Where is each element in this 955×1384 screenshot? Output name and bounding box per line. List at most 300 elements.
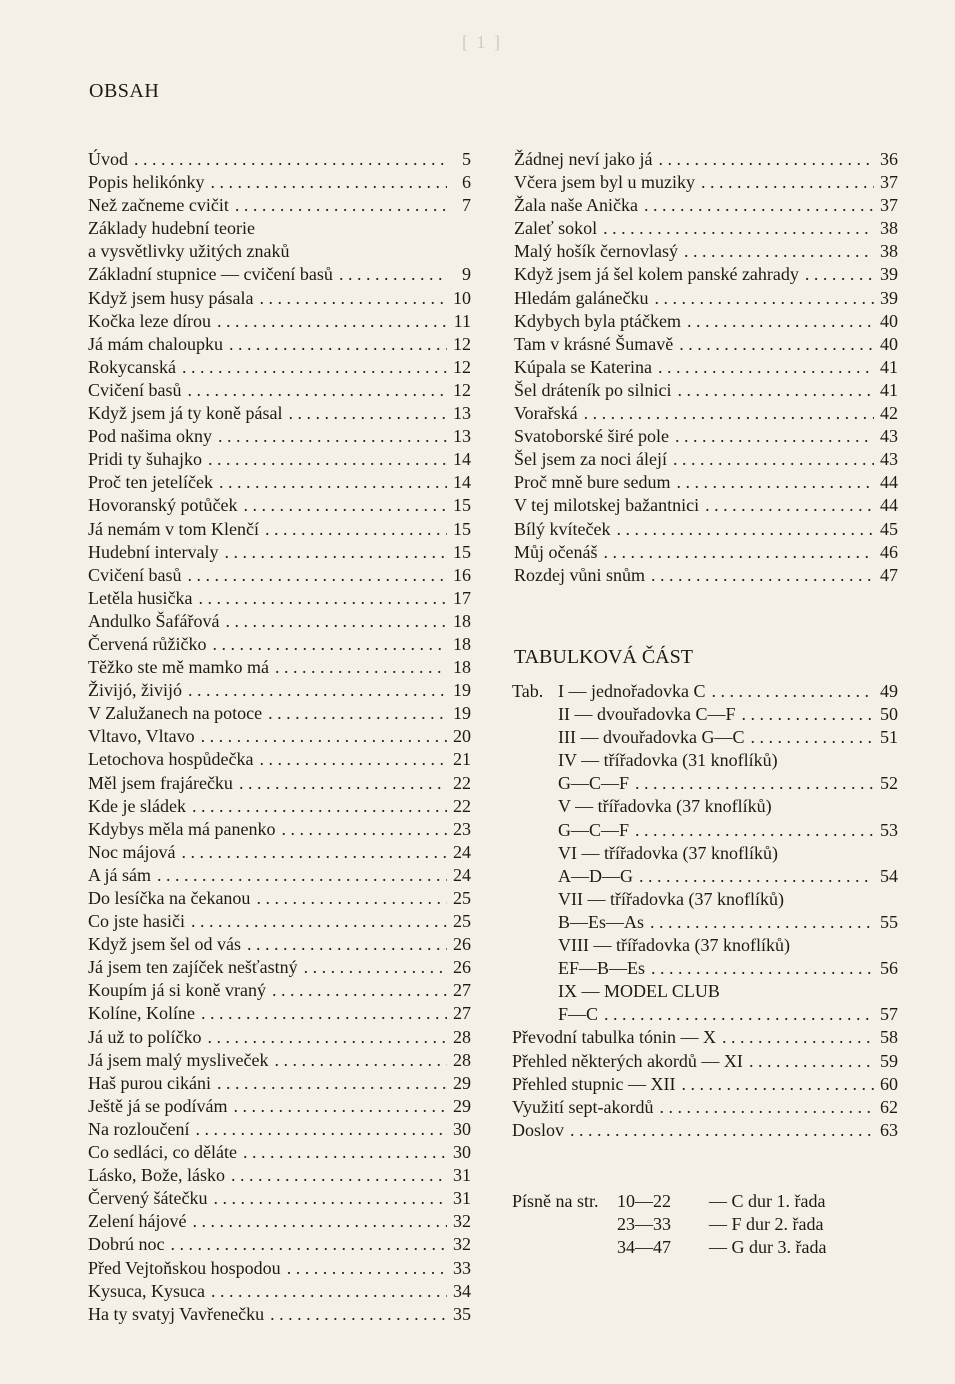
entry-page-number: 16 — [453, 564, 471, 585]
entry-page-number: 13 — [453, 426, 471, 447]
entry-page-number: 25 — [453, 911, 471, 932]
toc-entry — [88, 333, 471, 356]
entry-page-number: 12 — [453, 379, 471, 400]
dot-leader — [188, 679, 447, 702]
table-entry — [512, 703, 898, 726]
entry-title: V Zalužanech na potoce — [88, 703, 263, 724]
entry-page-number: 44 — [880, 495, 898, 516]
entry-title: Bílý kvíteček — [514, 518, 611, 539]
note-row — [512, 1213, 859, 1236]
entry-title: Já jsem ten zajíček nešťastný — [88, 957, 298, 978]
entry-page-number: 54 — [880, 865, 898, 886]
entry-page-number: 7 — [462, 195, 471, 216]
dot-leader — [224, 541, 447, 564]
entry-title: Červený šátečku — [88, 1188, 208, 1209]
entry-page-number: 18 — [453, 610, 471, 631]
dot-leader — [256, 887, 447, 910]
dot-leader — [217, 1072, 447, 1095]
table-entry — [512, 680, 898, 703]
dot-leader — [639, 865, 874, 888]
dot-leader — [229, 333, 447, 356]
appendix-entry — [512, 1119, 898, 1142]
dot-leader — [658, 148, 874, 171]
toc-entry — [88, 795, 471, 818]
entry-title: Převodní tabulka tónin — X — [512, 1027, 716, 1048]
toc-entry — [88, 1118, 471, 1141]
table-entry — [512, 749, 898, 772]
toc-entry — [88, 1002, 471, 1025]
entry-page-number: 15 — [453, 495, 471, 516]
dot-leader — [287, 1257, 447, 1280]
dot-leader — [231, 1164, 447, 1187]
entry-title: B—Es—As — [558, 911, 645, 932]
entry-title: Základy hudební teorie — [88, 218, 255, 239]
entry-page-number: 24 — [453, 864, 471, 885]
entry-title: G—C—F — [558, 773, 630, 794]
entry-page-number: 19 — [453, 680, 471, 701]
toc-entry — [88, 379, 471, 402]
tables-heading: TABULKOVÁ ČÁST — [514, 646, 693, 668]
entry-title: Zelení hájové — [88, 1211, 187, 1232]
entry-title: Měl jsem frajárečku — [88, 772, 233, 793]
toc-entry — [88, 448, 471, 471]
entry-title: VI — třířadovka (37 knoflíků) — [558, 842, 778, 863]
entry-page-number: 12 — [453, 356, 471, 377]
note-row — [512, 1190, 859, 1213]
table-entry — [512, 865, 898, 888]
entry-page-number: 34 — [453, 1280, 471, 1301]
dot-leader — [243, 1141, 447, 1164]
dot-leader — [705, 494, 874, 517]
dot-leader — [654, 287, 874, 310]
table-entry — [512, 888, 898, 911]
dot-leader — [157, 864, 447, 887]
entry-page-number: 21 — [453, 749, 471, 770]
entry-page-number: 17 — [453, 587, 471, 608]
dot-leader — [679, 333, 874, 356]
entry-page-number: 27 — [453, 1003, 471, 1024]
toc-entry — [88, 494, 471, 517]
dot-leader — [195, 1118, 447, 1141]
appendix-entry — [512, 1096, 898, 1119]
entry-title: Když jsem já ty koně pásal — [88, 403, 283, 424]
toc-entry — [88, 1257, 471, 1280]
dot-leader — [274, 1049, 447, 1072]
entry-title: G—C—F — [558, 819, 630, 840]
entry-title: Živijó, živijó — [88, 680, 182, 701]
toc-entry — [88, 263, 471, 286]
entry-page-number: 44 — [880, 472, 898, 493]
entry-title: Co jste hasiči — [88, 911, 185, 932]
dot-leader — [198, 587, 447, 610]
entry-title: Lásko, Bože, lásko — [88, 1165, 225, 1186]
toc-entry — [514, 171, 898, 194]
entry-title: Včera jsem byl u muziky — [514, 172, 695, 193]
dot-leader — [288, 402, 447, 425]
dot-leader — [281, 818, 447, 841]
toc-entry — [88, 1026, 471, 1049]
toc-entry — [88, 1280, 471, 1303]
toc-entry — [88, 425, 471, 448]
toc-entry — [88, 864, 471, 887]
entry-title: Kdybych byla ptáčkem — [514, 310, 681, 331]
entry-page-number: 15 — [453, 518, 471, 539]
dot-leader — [616, 518, 874, 541]
dot-leader — [684, 240, 874, 263]
entry-page-number: 32 — [453, 1234, 471, 1255]
entry-page-number: 55 — [880, 911, 898, 932]
toc-entry — [514, 263, 898, 286]
dot-leader — [268, 702, 447, 725]
entry-title: Koupím já si koně vraný — [88, 980, 266, 1001]
entry-title: Úvod — [88, 149, 128, 169]
toc-entry — [88, 1141, 471, 1164]
toc-entry — [88, 356, 471, 379]
entry-title: Když jsem já šel kolem panské zahrady — [514, 264, 799, 285]
entry-title: F—C — [558, 1004, 599, 1025]
page-number: [ 1 ] — [462, 32, 502, 52]
entry-title: Malý hošík černovlasý — [514, 241, 678, 262]
dot-leader — [749, 1050, 874, 1073]
entry-page-number: 12 — [453, 333, 471, 354]
entry-title: Když jsem husy pásala — [88, 287, 254, 308]
entry-title: VII — třířadovka (37 knoflíků) — [558, 888, 784, 909]
dot-leader — [272, 979, 447, 1002]
dot-leader — [181, 841, 447, 864]
toc-entry — [514, 448, 898, 471]
table-entry — [512, 842, 898, 865]
entry-title: IV — třířadovka (31 knoflíků) — [558, 750, 778, 771]
entry-title: Ha ty svatyj Vavřenečku — [88, 1303, 265, 1324]
toc-entry — [88, 702, 471, 725]
dot-leader — [211, 171, 447, 194]
entry-page-number: 35 — [453, 1303, 471, 1324]
entry-page-number: 10 — [453, 287, 471, 308]
dot-leader — [604, 1003, 874, 1026]
entry-page-number: 45 — [880, 518, 898, 539]
entry-title: Využití sept-akordů — [512, 1096, 654, 1117]
dot-leader — [722, 1026, 874, 1049]
dot-leader — [635, 772, 874, 795]
dot-leader — [603, 217, 874, 240]
entry-title: a vysvětlivky užitých znaků — [88, 241, 290, 262]
dot-leader — [217, 310, 447, 333]
tables-list — [512, 680, 898, 1142]
toc-entry — [514, 494, 898, 517]
entry-page-number: 62 — [880, 1096, 898, 1117]
entry-page-number: 50 — [880, 704, 898, 725]
entry-title: Kdybys měla má panenko — [88, 818, 276, 839]
toc-entry — [88, 979, 471, 1002]
entry-title: Než začneme cvičit — [88, 195, 229, 216]
note-row — [512, 1236, 859, 1259]
dot-leader — [218, 425, 447, 448]
entry-page-number: 52 — [880, 773, 898, 794]
entry-page-number: 20 — [453, 726, 471, 747]
toc-entry — [514, 148, 898, 171]
toc-entry — [88, 748, 471, 771]
toc-entry — [88, 287, 471, 310]
toc-entry — [88, 818, 471, 841]
dot-leader — [192, 1210, 447, 1233]
dot-leader — [187, 564, 447, 587]
entry-page-number: 13 — [453, 403, 471, 424]
entry-title: Já jsem malý mysliveček — [88, 1049, 269, 1070]
toc-entry — [514, 564, 898, 587]
entry-title: Hovoranský potůček — [88, 495, 238, 516]
table-entry — [512, 934, 898, 957]
entry-page-number: 30 — [453, 1142, 471, 1163]
entry-title: Šel jsem za noci álejí — [514, 449, 667, 470]
entry-title: Dobrú noc — [88, 1234, 165, 1255]
dot-leader — [635, 819, 874, 842]
contents-heading: OBSAH — [89, 80, 160, 102]
entry-page-number: 31 — [453, 1188, 471, 1209]
toc-entry — [514, 333, 898, 356]
toc-entry — [88, 610, 471, 633]
appendix-entry — [512, 1050, 898, 1073]
entry-title: Před Vejtoňskou hospodou — [88, 1257, 281, 1278]
dot-leader — [687, 310, 874, 333]
entry-title: Kočka leze dírou — [88, 310, 211, 331]
entry-title: Když jsem šel od vás — [88, 934, 241, 955]
entry-title: Tam v krásné Šumavě — [514, 333, 674, 354]
dot-leader — [304, 956, 447, 979]
toc-entry — [514, 217, 898, 240]
entry-page-number: 38 — [880, 241, 898, 262]
entry-title: V tej milotskej bažantnici — [514, 495, 700, 516]
dot-leader — [741, 703, 874, 726]
entry-title: Červená růžičko — [88, 633, 207, 654]
entry-title: Já už to políčko — [88, 1026, 202, 1047]
entry-title: Žádnej neví jako já — [514, 149, 653, 169]
dot-leader — [225, 610, 447, 633]
entry-page-number: 19 — [453, 703, 471, 724]
dot-leader — [235, 194, 447, 217]
toc-entry — [514, 287, 898, 310]
entry-title: Vltavo, Vltavo — [88, 726, 195, 747]
entry-title: Já mám chaloupku — [88, 333, 223, 354]
toc-entry — [88, 1072, 471, 1095]
dot-leader — [584, 402, 874, 425]
entry-page-number: 56 — [880, 958, 898, 979]
note-cell: 23—33 — [617, 1214, 671, 1235]
entry-title: Na rozloučení — [88, 1118, 190, 1139]
table-entry — [512, 980, 898, 1003]
entry-page-number: 29 — [453, 1095, 471, 1116]
dot-leader — [259, 748, 447, 771]
entry-page-number: 39 — [880, 287, 898, 308]
dot-leader — [212, 633, 447, 656]
table-entry — [512, 911, 898, 934]
entry-title: A—D—G — [558, 865, 633, 886]
entry-page-number: 11 — [453, 310, 471, 331]
entry-page-number: 6 — [462, 172, 471, 193]
dot-leader — [182, 356, 447, 379]
dot-leader — [681, 1073, 874, 1096]
toc-entry — [88, 956, 471, 979]
dot-leader — [259, 287, 447, 310]
entry-title: Letěla husička — [88, 587, 193, 608]
entry-page-number: 22 — [453, 772, 471, 793]
table-entry — [512, 957, 898, 980]
entry-page-number: 9 — [462, 264, 471, 285]
entry-title: Přehled stupnic — XII — [512, 1073, 676, 1094]
entry-page-number: 47 — [880, 564, 898, 585]
entry-title: Pridi ty šuhajko — [88, 449, 203, 470]
toc-entry — [88, 471, 471, 494]
toc-entry — [88, 310, 471, 333]
entry-title: II — dvouřadovka C—F — [558, 704, 736, 725]
entry-title: III — dvouřadovka G—C — [558, 727, 745, 748]
entry-page-number: 32 — [453, 1211, 471, 1232]
dot-leader — [603, 541, 874, 564]
entry-title: Kysuca, Kysuca — [88, 1280, 205, 1301]
entry-title: Proč mně bure sedum — [514, 472, 671, 493]
entry-page-number: 41 — [880, 356, 898, 377]
entry-title: A já sám — [88, 864, 151, 885]
entry-title: Ještě já se podívám — [88, 1095, 228, 1116]
entry-page-number: 42 — [880, 403, 898, 424]
appendix-entry — [512, 1026, 898, 1049]
entry-title: V — třířadovka (37 knoflíků) — [558, 796, 772, 817]
note-cell: — G dur 3. řada — [709, 1237, 827, 1258]
dot-leader — [651, 564, 874, 587]
entry-title: Rokycanská — [88, 356, 176, 377]
dot-leader — [208, 448, 447, 471]
dot-leader — [805, 263, 874, 286]
entry-page-number: 23 — [453, 818, 471, 839]
note-cell: Písně na str. — [512, 1191, 599, 1211]
note-cell — [512, 1213, 617, 1236]
entry-title: Hledám galánečku — [514, 287, 649, 308]
entry-page-number: 37 — [880, 172, 898, 193]
entry-title: Kolíne, Kolíne — [88, 1003, 195, 1024]
entry-page-number: 53 — [880, 819, 898, 840]
table-entry — [512, 1003, 898, 1026]
entry-page-number: 18 — [453, 657, 471, 678]
entry-title: IX — MODEL CLUB — [558, 981, 720, 1002]
dot-leader — [711, 680, 874, 703]
dot-leader — [676, 471, 874, 494]
table-entry — [512, 795, 898, 818]
entry-page-number: 43 — [880, 426, 898, 447]
toc-right-column — [514, 148, 898, 587]
note-cell: 34—47 — [617, 1237, 671, 1258]
toc-entry — [88, 656, 471, 679]
dot-leader — [673, 448, 874, 471]
entry-title: Žala naše Anička — [514, 195, 638, 216]
appendix-entry — [512, 1073, 898, 1096]
entry-page-number: 31 — [453, 1165, 471, 1186]
entry-title: Hudební intervaly — [88, 541, 219, 562]
dot-leader — [265, 518, 447, 541]
dot-leader — [243, 494, 447, 517]
toc-entry — [88, 933, 471, 956]
entry-title: Pod našima okny — [88, 426, 212, 447]
entry-title: Andulko Šafářová — [88, 610, 220, 631]
dot-leader — [644, 194, 874, 217]
dot-leader — [211, 1280, 447, 1303]
entry-page-number: 57 — [880, 1004, 898, 1025]
toc-entry — [88, 887, 471, 910]
entry-title: VIII — třířadovka (37 knoflíků) — [558, 935, 790, 956]
entry-page-number: 22 — [453, 795, 471, 816]
table-entry — [512, 772, 898, 795]
table-label: Tab. — [512, 681, 544, 701]
toc-entry — [88, 841, 471, 864]
toc-entry — [88, 587, 471, 610]
dot-leader — [658, 356, 874, 379]
entry-title: Proč ten jetelíček — [88, 472, 213, 493]
table-entry — [512, 819, 898, 842]
dot-leader — [213, 1187, 447, 1210]
dot-leader — [339, 263, 447, 286]
entry-title: I — jednořadovka C — [558, 681, 706, 701]
toc-entry — [88, 1233, 471, 1256]
dot-leader — [651, 957, 874, 980]
entry-page-number: 38 — [880, 218, 898, 239]
dot-leader — [247, 933, 447, 956]
entry-title: Můj očenáš — [514, 541, 598, 562]
note-cell — [512, 1236, 617, 1259]
entry-title: Cvičení basů — [88, 379, 182, 400]
entry-page-number: 40 — [880, 310, 898, 331]
toc-left-column — [88, 148, 471, 1326]
entry-title: Vorařská — [514, 403, 578, 424]
entry-title: Noc májová — [88, 841, 176, 862]
entry-title: Zaleť sokol — [514, 218, 598, 239]
entry-title: Doslov — [512, 1119, 565, 1140]
toc-entry — [88, 171, 471, 194]
toc-entry — [88, 1164, 471, 1187]
entry-title: Rozdej vůni snům — [514, 564, 645, 585]
entry-title: Co sedláci, co děláte — [88, 1142, 237, 1163]
entry-title: Kde je sládek — [88, 795, 186, 816]
entry-page-number: 26 — [453, 957, 471, 978]
toc-entry — [514, 310, 898, 333]
entry-page-number: 14 — [453, 472, 471, 493]
entry-page-number: 41 — [880, 379, 898, 400]
entry-page-number: 33 — [453, 1257, 471, 1278]
dot-leader — [675, 425, 874, 448]
entry-page-number: 28 — [453, 1049, 471, 1070]
toc-entry — [514, 471, 898, 494]
dot-leader — [659, 1096, 874, 1119]
toc-entry — [88, 679, 471, 702]
entry-page-number: 25 — [453, 888, 471, 908]
dot-leader — [207, 1026, 447, 1049]
dot-leader — [570, 1119, 874, 1142]
entry-page-number: 40 — [880, 333, 898, 354]
entry-page-number: 60 — [880, 1073, 898, 1094]
entry-page-number: 28 — [453, 1026, 471, 1047]
dot-leader — [201, 725, 447, 748]
toc-entry — [514, 402, 898, 425]
dot-leader — [275, 656, 447, 679]
toc-entry — [514, 425, 898, 448]
dot-leader — [701, 171, 874, 194]
note-cell: — C dur 1. řada — [709, 1191, 826, 1211]
entry-title: Základní stupnice — cvičení basů — [88, 264, 333, 285]
entry-page-number: 49 — [880, 681, 898, 701]
entry-title: Do lesíčka na čekanou — [88, 888, 251, 908]
entry-title: Cvičení basů — [88, 564, 182, 585]
entry-title: Já nemám v tom Klenčí — [88, 518, 259, 539]
entry-page-number: 5 — [462, 149, 471, 169]
entry-title: Přehled některých akordů — XI — [512, 1050, 743, 1071]
toc-entry — [88, 1210, 471, 1233]
